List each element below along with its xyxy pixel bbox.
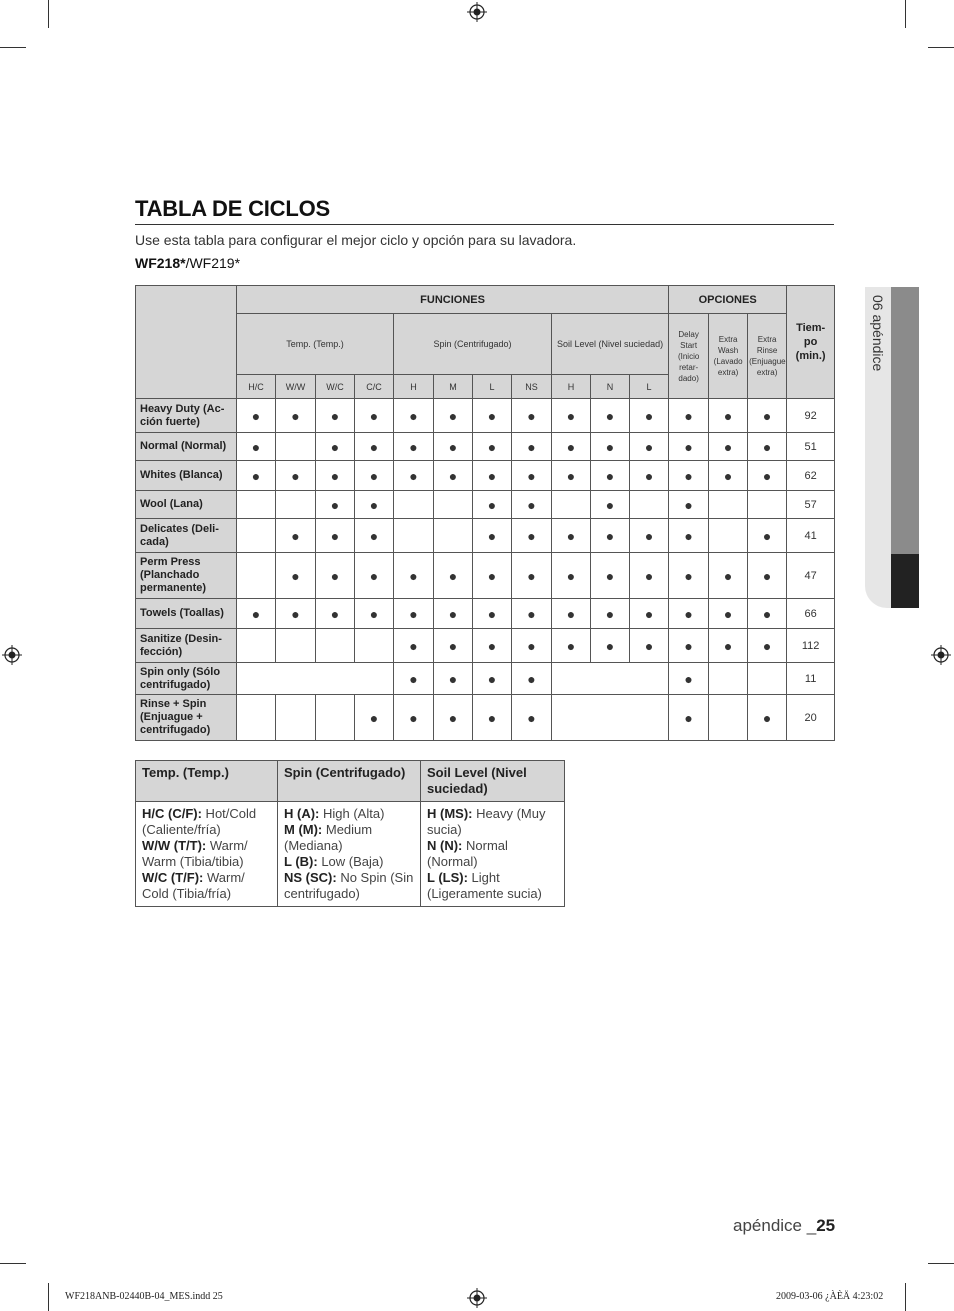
dot-mark: ● <box>316 461 355 491</box>
dot-mark: ● <box>434 399 473 433</box>
cycle-name: Normal (Normal) <box>136 433 237 461</box>
legend-entry <box>427 838 558 870</box>
dot-mark: ● <box>355 491 394 519</box>
legend-entry <box>284 870 414 902</box>
soil-subheader: Soil Level (Nivel suciedad) <box>552 314 669 375</box>
legend-header-temp: Temp. (Temp.) <box>136 761 278 802</box>
dot-mark: ● <box>512 433 552 461</box>
dot-mark: ● <box>512 695 552 741</box>
dot-mark: ● <box>591 519 630 553</box>
dot-mark: ● <box>276 461 316 491</box>
cycle-name: Delicates (Deli- cada) <box>136 519 237 553</box>
dot-mark: ● <box>512 629 552 663</box>
legend-code: NS (SC): <box>284 870 337 885</box>
empty-cell <box>276 491 316 519</box>
dot-mark: ● <box>669 629 709 663</box>
table-row <box>136 695 835 741</box>
dot-mark: ● <box>630 553 669 599</box>
table-row <box>136 519 835 553</box>
dot-mark: ● <box>748 695 787 741</box>
legend-header-soil: Soil Level (Nivel suciedad) <box>421 761 565 802</box>
dot-mark: ● <box>591 599 630 629</box>
dot-mark: ● <box>669 695 709 741</box>
dot-mark: ● <box>473 433 512 461</box>
dot-mark: ● <box>630 461 669 491</box>
delay-start-subheader: Delay Start (Inicio retar- dado) <box>669 314 709 399</box>
cycle-time: 41 <box>787 519 835 553</box>
column-header: NS <box>512 375 552 399</box>
empty-cell <box>394 519 434 553</box>
dot-mark: ● <box>355 433 394 461</box>
dot-mark: ● <box>276 553 316 599</box>
page-title: TABLA DE CICLOS <box>135 196 834 225</box>
dot-mark: ● <box>394 399 434 433</box>
registration-mark-icon <box>2 645 22 665</box>
dot-mark: ● <box>276 519 316 553</box>
footer-section: apéndice _ <box>733 1216 817 1235</box>
cycle-time: 92 <box>787 399 835 433</box>
dot-mark: ● <box>669 663 709 695</box>
dot-mark: ● <box>748 433 787 461</box>
side-tab-label: 06 apéndice <box>870 295 886 372</box>
dot-mark: ● <box>748 599 787 629</box>
side-tab-gray-bar <box>891 287 919 554</box>
crop-mark <box>905 0 906 28</box>
dot-mark: ● <box>709 629 748 663</box>
table-row <box>136 629 835 663</box>
cycle-time: 112 <box>787 629 835 663</box>
dot-mark: ● <box>512 399 552 433</box>
dot-mark: ● <box>434 599 473 629</box>
dot-mark: ● <box>630 599 669 629</box>
dot-mark: ● <box>394 433 434 461</box>
dot-mark: ● <box>512 461 552 491</box>
empty-cell <box>709 695 748 741</box>
dot-mark: ● <box>473 663 512 695</box>
legend-text: No Spin (Sin centrifugado) <box>284 870 414 901</box>
temp-subheader: Temp. (Temp.) <box>237 314 394 375</box>
column-header: H <box>552 375 591 399</box>
legend-text: Warm/ Warm (Tibia/tibia) <box>142 838 248 869</box>
dot-mark: ● <box>552 399 591 433</box>
legend-code: H (A): <box>284 806 320 821</box>
dot-mark: ● <box>316 491 355 519</box>
legend-entry <box>142 806 271 838</box>
empty-cell <box>276 695 316 741</box>
dot-mark: ● <box>748 553 787 599</box>
dot-mark: ● <box>552 461 591 491</box>
dot-mark: ● <box>748 399 787 433</box>
empty-cell <box>237 491 276 519</box>
dot-mark: ● <box>276 399 316 433</box>
dot-mark: ● <box>355 695 394 741</box>
dot-mark: ● <box>512 553 552 599</box>
dot-mark: ● <box>473 553 512 599</box>
dot-mark: ● <box>316 553 355 599</box>
legend-soil-cell <box>421 802 565 907</box>
dot-mark: ● <box>434 553 473 599</box>
registration-mark-icon <box>467 1288 487 1308</box>
legend-entry <box>284 822 414 854</box>
dot-mark: ● <box>669 491 709 519</box>
cycle-name: Heavy Duty (Ac- ción fuerte) <box>136 399 237 433</box>
cycle-name: Spin only (Sólo centrifugado) <box>136 663 237 695</box>
legend-code: M (M): <box>284 822 323 837</box>
dot-mark: ● <box>669 599 709 629</box>
dot-mark: ● <box>394 461 434 491</box>
registration-mark-icon <box>467 2 487 22</box>
legend-entry <box>284 854 414 870</box>
dot-mark: ● <box>355 599 394 629</box>
dot-mark: ● <box>748 519 787 553</box>
empty-cell <box>630 491 669 519</box>
dot-mark: ● <box>512 519 552 553</box>
dot-mark: ● <box>552 433 591 461</box>
dot-mark: ● <box>394 553 434 599</box>
cycle-time: 66 <box>787 599 835 629</box>
cycle-name: Sanitize (Desin- fección) <box>136 629 237 663</box>
crop-mark <box>48 1283 49 1311</box>
table-row <box>136 461 835 491</box>
cycle-time: 51 <box>787 433 835 461</box>
dot-mark: ● <box>355 399 394 433</box>
empty-cell <box>276 629 316 663</box>
crop-mark <box>0 47 26 48</box>
dot-mark: ● <box>473 399 512 433</box>
side-tab-dark-bar <box>891 554 919 608</box>
legend-code: N (N): <box>427 838 463 853</box>
legend-table <box>135 760 565 907</box>
table-row <box>136 399 835 433</box>
intro-text: Use esta tabla para configurar el mejor ciclo y opción para su lavadora. <box>135 232 577 248</box>
extra-rinse-subheader: Extra Rinse (Enjuague extra) <box>748 314 787 399</box>
registration-mark-icon <box>931 645 951 665</box>
empty-cell <box>709 491 748 519</box>
dot-mark: ● <box>237 461 276 491</box>
empty-cell <box>355 629 394 663</box>
legend-temp-cell <box>136 802 278 907</box>
corner-cell <box>136 286 237 399</box>
empty-cell <box>748 663 787 695</box>
column-header: C/C <box>355 375 394 399</box>
dot-mark: ● <box>473 491 512 519</box>
dot-mark: ● <box>512 663 552 695</box>
model-line <box>135 255 240 271</box>
cycle-time: 57 <box>787 491 835 519</box>
cycle-time: 62 <box>787 461 835 491</box>
opciones-header: OPCIONES <box>669 286 787 314</box>
empty-cell <box>237 629 276 663</box>
dot-mark: ● <box>434 629 473 663</box>
crop-mark <box>48 0 49 28</box>
empty-cell <box>552 491 591 519</box>
legend-text: Light (Ligeramente sucia) <box>427 870 542 901</box>
dot-mark: ● <box>709 599 748 629</box>
crop-mark <box>0 1263 26 1264</box>
dot-mark: ● <box>237 433 276 461</box>
dot-mark: ● <box>473 461 512 491</box>
cycle-time: 47 <box>787 553 835 599</box>
dot-mark: ● <box>473 629 512 663</box>
legend-entry <box>142 870 271 902</box>
model-bold: WF218* <box>135 255 186 271</box>
dot-mark: ● <box>669 553 709 599</box>
legend-text: Hot/Cold (Caliente/fría) <box>142 806 257 837</box>
legend-code: H (MS): <box>427 806 473 821</box>
dot-mark: ● <box>316 599 355 629</box>
funciones-header: FUNCIONES <box>237 286 669 314</box>
dot-mark: ● <box>434 433 473 461</box>
dot-mark: ● <box>630 399 669 433</box>
page-number: 25 <box>816 1216 836 1235</box>
empty-cell <box>434 491 473 519</box>
dot-mark: ● <box>316 519 355 553</box>
legend-code: L (B): <box>284 854 318 869</box>
dot-mark: ● <box>709 433 748 461</box>
tiempo-header: Tiem- po (min.) <box>787 286 835 399</box>
dot-mark: ● <box>473 695 512 741</box>
dot-mark: ● <box>237 399 276 433</box>
cycle-table <box>135 285 835 741</box>
empty-cell <box>276 433 316 461</box>
legend-entry <box>427 806 558 838</box>
dot-mark: ● <box>669 461 709 491</box>
dot-mark: ● <box>709 461 748 491</box>
dot-mark: ● <box>709 553 748 599</box>
cycle-name: Wool (Lana) <box>136 491 237 519</box>
empty-cell <box>316 695 355 741</box>
dot-mark: ● <box>355 519 394 553</box>
dot-mark: ● <box>394 629 434 663</box>
dot-mark: ● <box>669 433 709 461</box>
dot-mark: ● <box>630 629 669 663</box>
column-header: N <box>591 375 630 399</box>
crop-mark <box>905 1283 906 1311</box>
column-header: H <box>394 375 434 399</box>
dot-mark: ● <box>748 461 787 491</box>
extra-wash-subheader: Extra Wash (Lavado extra) <box>709 314 748 399</box>
column-header: M <box>434 375 473 399</box>
legend-code: W/C (T/F): <box>142 870 204 885</box>
dot-mark: ● <box>669 399 709 433</box>
empty-cell <box>552 663 669 695</box>
dot-mark: ● <box>394 663 434 695</box>
dot-mark: ● <box>512 491 552 519</box>
legend-header-spin: Spin (Centrifugado) <box>278 761 421 802</box>
dot-mark: ● <box>355 461 394 491</box>
dot-mark: ● <box>394 599 434 629</box>
dot-mark: ● <box>669 519 709 553</box>
empty-cell <box>709 663 748 695</box>
column-header: L <box>630 375 669 399</box>
column-header: H/C <box>237 375 276 399</box>
empty-cell <box>552 695 669 741</box>
table-row <box>136 491 835 519</box>
legend-entry <box>427 870 558 902</box>
empty-cell <box>709 519 748 553</box>
slug-filename: WF218ANB-02440B-04_MES.indd 25 <box>65 1291 223 1302</box>
table-row <box>136 599 835 629</box>
dot-mark: ● <box>316 399 355 433</box>
dot-mark: ● <box>237 599 276 629</box>
legend-text: High (Alta) <box>319 806 385 821</box>
empty-cell <box>237 519 276 553</box>
dot-mark: ● <box>473 519 512 553</box>
legend-text: Warm/ Cold (Tibia/fría) <box>142 870 245 901</box>
slug-timestamp: 2009-03-06 ¿ÀÈÄ 4:23:02 <box>776 1291 884 1302</box>
crop-mark <box>928 47 954 48</box>
dot-mark: ● <box>434 695 473 741</box>
cycle-time: 20 <box>787 695 835 741</box>
cycle-name: Whites (Blanca) <box>136 461 237 491</box>
empty-cell <box>237 553 276 599</box>
dot-mark: ● <box>552 599 591 629</box>
empty-cell <box>237 695 276 741</box>
spin-subheader: Spin (Centrifugado) <box>394 314 552 375</box>
dot-mark: ● <box>591 553 630 599</box>
column-header: W/C <box>316 375 355 399</box>
table-row <box>136 433 835 461</box>
dot-mark: ● <box>316 433 355 461</box>
legend-text: Heavy (Muy sucia) <box>427 806 546 837</box>
empty-cell <box>316 629 355 663</box>
cycle-name: Towels (Toallas) <box>136 599 237 629</box>
dot-mark: ● <box>276 599 316 629</box>
dot-mark: ● <box>630 433 669 461</box>
empty-cell <box>748 491 787 519</box>
column-header: W/W <box>276 375 316 399</box>
dot-mark: ● <box>552 519 591 553</box>
dot-mark: ● <box>748 629 787 663</box>
table-row <box>136 553 835 599</box>
dot-mark: ● <box>709 399 748 433</box>
dot-mark: ● <box>355 553 394 599</box>
legend-code: L (LS): <box>427 870 468 885</box>
dot-mark: ● <box>591 629 630 663</box>
dot-mark: ● <box>552 553 591 599</box>
cycle-name: Rinse + Spin (Enjuague + centrifugado) <box>136 695 237 741</box>
legend-spin-cell <box>278 802 421 907</box>
dot-mark: ● <box>591 399 630 433</box>
legend-code: W/W (T/T): <box>142 838 207 853</box>
crop-mark <box>928 1263 954 1264</box>
legend-entry <box>142 838 271 870</box>
empty-cell <box>394 491 434 519</box>
dot-mark: ● <box>630 519 669 553</box>
dot-mark: ● <box>394 695 434 741</box>
legend-entry <box>284 806 414 822</box>
legend-text: Medium (Mediana) <box>284 822 373 853</box>
dot-mark: ● <box>591 491 630 519</box>
dot-mark: ● <box>591 461 630 491</box>
cycle-time: 11 <box>787 663 835 695</box>
table-row <box>136 663 835 695</box>
model-rest: /WF219* <box>185 255 241 271</box>
dot-mark: ● <box>512 599 552 629</box>
column-header: L <box>473 375 512 399</box>
page-footer <box>733 1216 835 1236</box>
dot-mark: ● <box>434 461 473 491</box>
cycle-name: Perm Press (Planchado permanente) <box>136 553 237 599</box>
dot-mark: ● <box>434 663 473 695</box>
legend-code: H/C (C/F): <box>142 806 202 821</box>
empty-cell <box>434 519 473 553</box>
legend-text: Low (Baja) <box>317 854 384 869</box>
empty-cell <box>237 663 394 695</box>
legend-text: Normal (Normal) <box>427 838 508 869</box>
dot-mark: ● <box>591 433 630 461</box>
dot-mark: ● <box>473 599 512 629</box>
dot-mark: ● <box>552 629 591 663</box>
